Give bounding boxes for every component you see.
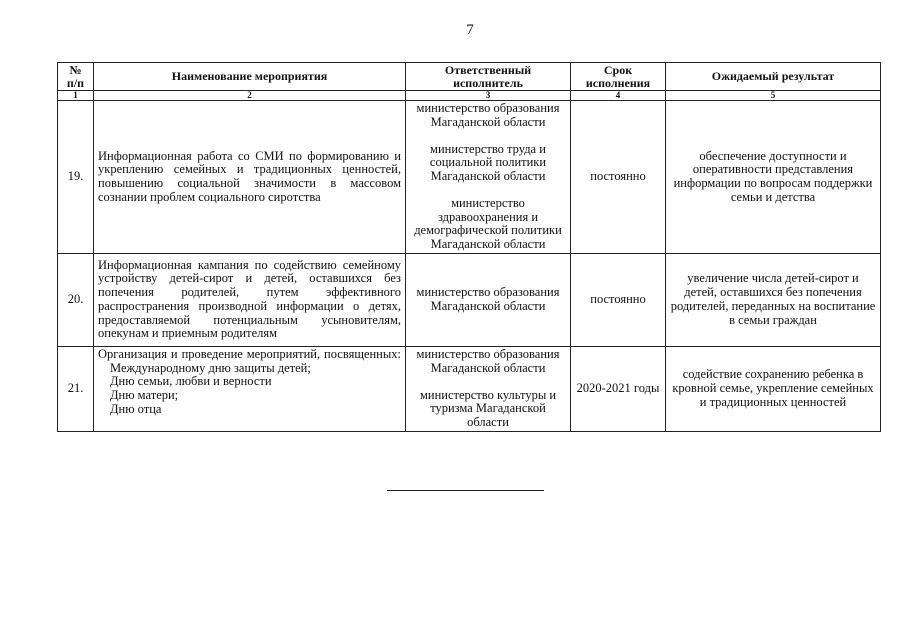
measure-name: Информационная кампания по содействию семейному устройству детей-сирот и детей, оставшихся без попечения родителей, путем эффективного распространения производной информации о детях, предоставляемой потенциальным усыновителям, опекунам и приемным родителям xyxy=(94,253,406,346)
measure-item: Дню отца xyxy=(110,401,162,416)
measure-name xyxy=(94,346,406,431)
measures-table xyxy=(57,62,881,432)
column-number: 3 xyxy=(406,91,571,101)
row-number: 20. xyxy=(58,253,94,346)
column-number: 1 xyxy=(58,91,94,101)
responsible-cell xyxy=(406,346,571,431)
header-no xyxy=(58,63,94,91)
responsible-cell xyxy=(406,101,571,254)
column-number: 5 xyxy=(666,91,881,101)
header-result: Ожидаемый результат xyxy=(666,63,881,91)
header-name: Наименование мероприятия xyxy=(94,63,406,91)
header-responsible-text: Ответственный исполнитель xyxy=(444,63,532,90)
column-number: 4 xyxy=(571,91,666,101)
table-row xyxy=(58,346,881,431)
responsible-cell xyxy=(406,253,571,346)
term: постоянно xyxy=(571,101,666,254)
table-header-row xyxy=(58,63,881,91)
measure-item: Дню матери; xyxy=(110,388,179,403)
measure-item: Дню семьи, любви и верности xyxy=(110,374,272,389)
header-responsible xyxy=(406,63,571,91)
page-number: 7 xyxy=(466,22,474,38)
expected-result: обеспечение доступности и оперативности представления информации по вопросам поддержки семьи и детства xyxy=(666,101,881,254)
expected-result: содействие сохранению ребенка в кровной семье, укрепление семейных и традиционных ценностей xyxy=(666,346,881,431)
header-no-text: № п/п xyxy=(66,63,85,90)
responsible-entry: министерство труда и социальной политики Магаданской области xyxy=(429,141,547,184)
header-term-text: Срок исполнения xyxy=(585,63,651,90)
measure-intro: Организация и проведение мероприятий, посвященных: xyxy=(98,346,401,361)
term: 2020-2021 годы xyxy=(571,346,666,431)
responsible-entry: министерство культуры и туризма Магаданской области xyxy=(419,387,557,430)
responsible-entry: министерство образования Магаданской области xyxy=(416,347,560,375)
header-term xyxy=(571,63,666,91)
measure-item: Международному дню защиты детей; xyxy=(110,360,311,375)
responsible-entry: министерство образования Магаданской области xyxy=(416,285,560,313)
term: постоянно xyxy=(571,253,666,346)
column-number-row xyxy=(58,91,881,101)
column-number: 2 xyxy=(94,91,406,101)
row-number: 19. xyxy=(58,101,94,254)
row-number: 21. xyxy=(58,346,94,431)
expected-result: увеличение числа детей-сирот и детей, оставшихся без попечения родителей, переданных на воспитание в семьи граждан xyxy=(666,253,881,346)
measure-name: Информационная работа со СМИ по формированию и укреплению семейных и традиционных ценностей, повышению социальной значимости в массовом сознании проблем социального сиротства xyxy=(94,101,406,254)
closing-line xyxy=(387,490,544,491)
table-row xyxy=(58,253,881,346)
table-row xyxy=(58,101,881,254)
responsible-entry: министерство образования Магаданской области xyxy=(416,101,560,129)
responsible-entry: министерство здравоохранения и демографической политики Магаданской области xyxy=(414,195,562,252)
